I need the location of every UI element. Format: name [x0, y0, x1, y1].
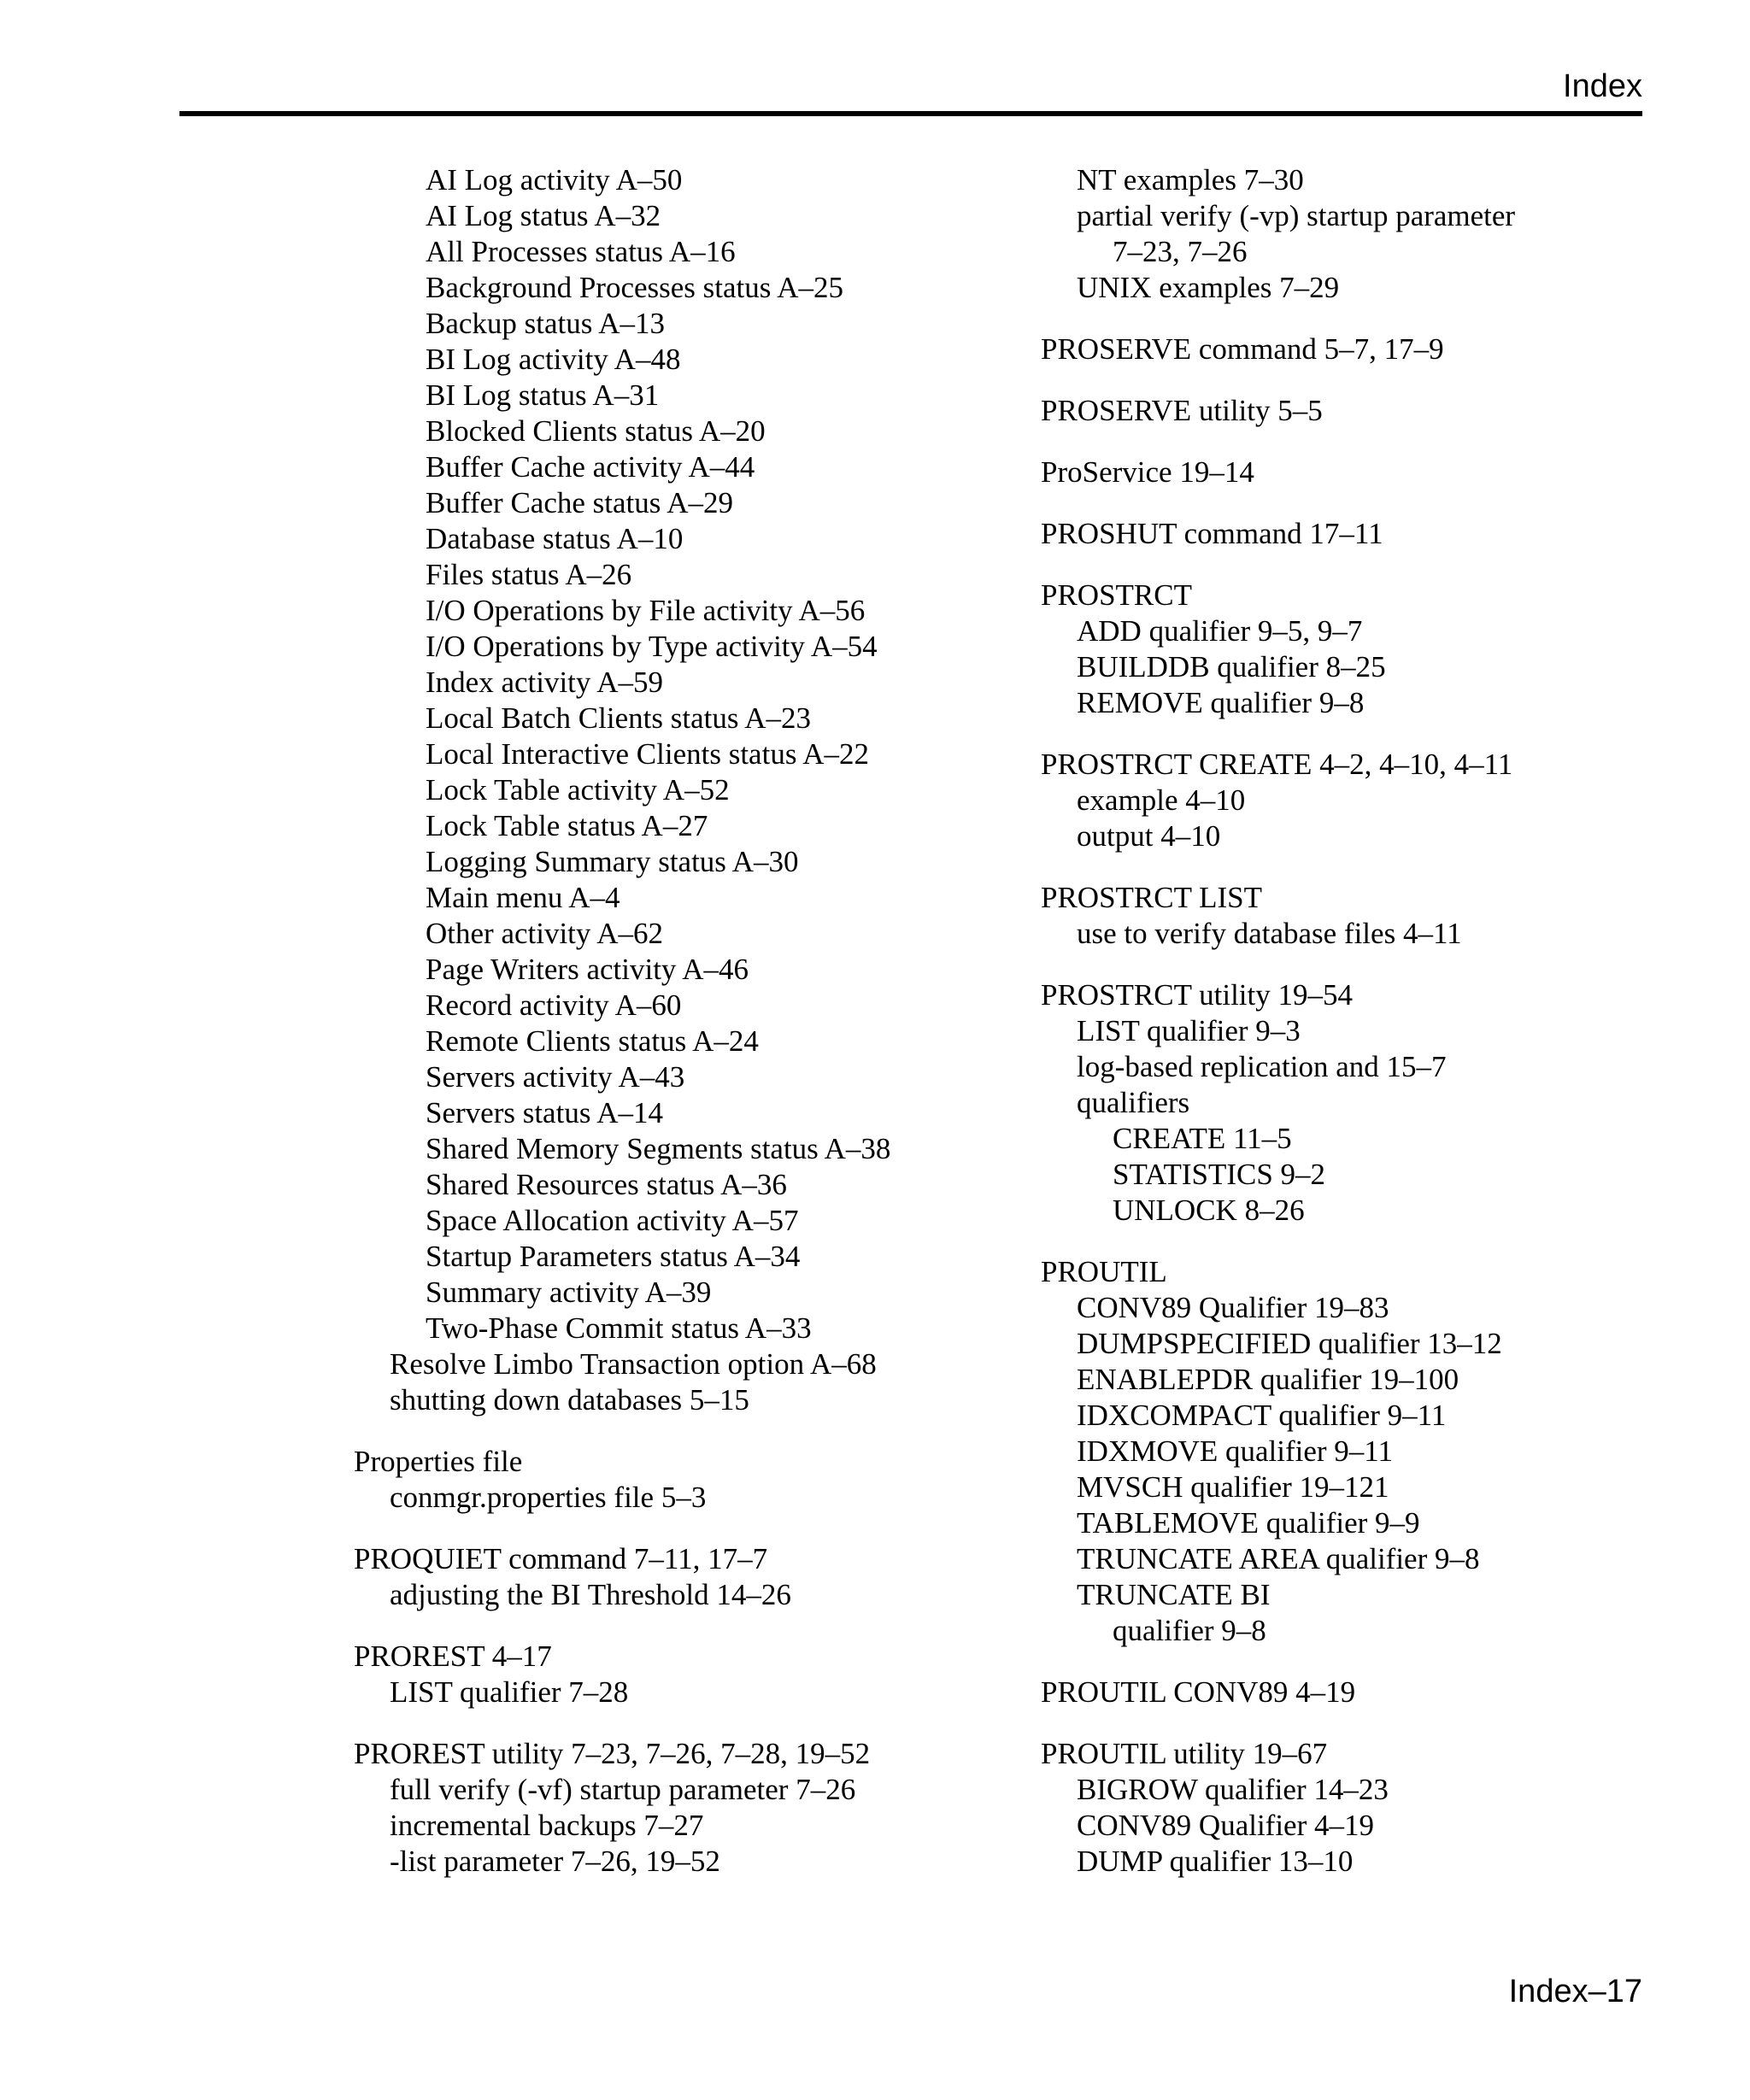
- index-entry: Other activity A–62: [426, 917, 664, 950]
- index-entry: 7–23, 7–26: [1113, 235, 1248, 268]
- index-entry: LIST qualifier 9–3: [1077, 1014, 1301, 1047]
- index-entry: AI Log status A–32: [426, 199, 661, 232]
- index-entry: full verify (-vf) startup parameter 7–26: [390, 1773, 856, 1806]
- index-entry: MVSCH qualifier 19–121: [1077, 1470, 1389, 1504]
- index-entry: PROSERVE command 5–7, 17–9: [1041, 332, 1444, 366]
- index-entry: PROSTRCT CREATE 4–2, 4–10, 4–11: [1041, 748, 1513, 781]
- index-entry: PROREST 4–17: [354, 1640, 552, 1673]
- index-entry: IDXMOVE qualifier 9–11: [1077, 1434, 1394, 1468]
- index-entry: conmgr.properties file 5–3: [390, 1481, 707, 1514]
- index-column-left: [354, 162, 1003, 1880]
- index-entry: Summary activity A–39: [426, 1276, 712, 1309]
- index-entry: use to verify database files 4–11: [1077, 917, 1462, 950]
- index-entry: PROQUIET command 7–11, 17–7: [354, 1542, 768, 1575]
- index-entry: qualifiers: [1077, 1086, 1190, 1119]
- index-entry: Space Allocation activity A–57: [426, 1204, 799, 1237]
- index-entry: PROREST utility 7–23, 7–26, 7–28, 19–52: [354, 1737, 871, 1770]
- index-entry: -list parameter 7–26, 19–52: [390, 1845, 720, 1878]
- header-rule: [179, 111, 1642, 116]
- index-entry: Record activity A–60: [426, 988, 682, 1022]
- running-header: Index: [1563, 68, 1642, 104]
- index-entry: Page Writers activity A–46: [426, 953, 749, 986]
- index-entry: adjusting the BI Threshold 14–26: [390, 1578, 791, 1611]
- index-entry: AI Log activity A–50: [426, 163, 683, 197]
- index-entry: Main menu A–4: [426, 881, 620, 914]
- index-entry: partial verify (-vp) startup parameter: [1077, 199, 1516, 232]
- index-entry: ENABLEPDR qualifier 19–100: [1077, 1363, 1459, 1396]
- index-entry: PROSERVE utility 5–5: [1041, 394, 1323, 427]
- index-entry: Backup status A–13: [426, 307, 665, 340]
- index-entry: Lock Table status A–27: [426, 809, 708, 842]
- index-entry: I/O Operations by Type activity A–54: [426, 630, 878, 663]
- index-entry: CONV89 Qualifier 19–83: [1077, 1291, 1389, 1324]
- index-entry: BIGROW qualifier 14–23: [1077, 1773, 1389, 1806]
- index-entry: DUMPSPECIFIED qualifier 13–12: [1077, 1327, 1502, 1360]
- index-entry: REMOVE qualifier 9–8: [1077, 686, 1365, 719]
- index-entry: I/O Operations by File activity A–56: [426, 594, 866, 627]
- index-entry: BI Log activity A–48: [426, 343, 681, 376]
- index-entry: STATISTICS 9–2: [1113, 1158, 1326, 1191]
- index-entry: Index activity A–59: [426, 666, 664, 699]
- index-column-right: [1041, 162, 1665, 1880]
- index-entry: Buffer Cache status A–29: [426, 486, 733, 519]
- index-entry: ADD qualifier 9–5, 9–7: [1077, 614, 1363, 648]
- index-entry: output 4–10: [1077, 819, 1221, 853]
- index-entry: PROUTIL utility 19–67: [1041, 1737, 1328, 1770]
- index-entry: NT examples 7–30: [1077, 163, 1304, 197]
- index-entry: qualifier 9–8: [1113, 1614, 1266, 1647]
- index-entry: Resolve Limbo Transaction option A–68: [390, 1347, 877, 1381]
- index-entry: UNLOCK 8–26: [1113, 1194, 1305, 1227]
- index-entry: Database status A–10: [426, 522, 684, 555]
- index-entry: TRUNCATE AREA qualifier 9–8: [1077, 1542, 1480, 1575]
- index-entry: PROUTIL: [1041, 1255, 1167, 1288]
- index-entry: incremental backups 7–27: [390, 1809, 704, 1842]
- index-entry: CREATE 11–5: [1113, 1122, 1292, 1155]
- index-entry: Servers activity A–43: [426, 1060, 685, 1094]
- index-entry: Startup Parameters status A–34: [426, 1240, 801, 1273]
- index-entry: Servers status A–14: [426, 1096, 664, 1129]
- index-entry: PROSTRCT: [1041, 578, 1192, 612]
- index-entry: Background Processes status A–25: [426, 271, 843, 304]
- index-entry: Remote Clients status A–24: [426, 1024, 759, 1058]
- index-entry: TRUNCATE BI: [1077, 1578, 1271, 1611]
- index-entry: PROSTRCT LIST: [1041, 881, 1262, 914]
- index-entry: BI Log status A–31: [426, 378, 660, 412]
- index-entry: IDXCOMPACT qualifier 9–11: [1077, 1399, 1447, 1432]
- index-entry: LIST qualifier 7–28: [390, 1675, 629, 1709]
- page-number: Index–17: [1508, 1974, 1642, 2009]
- index-entry: Logging Summary status A–30: [426, 845, 799, 878]
- index-entry: ProService 19–14: [1041, 455, 1254, 489]
- index-entry: example 4–10: [1077, 783, 1246, 817]
- index-entry: Lock Table activity A–52: [426, 773, 730, 807]
- index-entry: UNIX examples 7–29: [1077, 271, 1340, 304]
- index-entry: PROSHUT command 17–11: [1041, 517, 1383, 550]
- index-entry: Blocked Clients status A–20: [426, 414, 766, 448]
- index-entry: CONV89 Qualifier 4–19: [1077, 1809, 1375, 1842]
- index-entry: Local Batch Clients status A–23: [426, 701, 812, 735]
- index-entry: Two-Phase Commit status A–33: [426, 1311, 812, 1345]
- index-entry: Shared Resources status A–36: [426, 1168, 787, 1201]
- index-entry: DUMP qualifier 13–10: [1077, 1845, 1354, 1878]
- index-entry: Properties file: [354, 1445, 523, 1478]
- index-entry: log-based replication and 15–7: [1077, 1050, 1447, 1083]
- index-entry: Shared Memory Segments status A–38: [426, 1132, 891, 1165]
- index-entry: shutting down databases 5–15: [390, 1383, 749, 1417]
- index-entry: BUILDDB qualifier 8–25: [1077, 650, 1386, 683]
- index-entry: TABLEMOVE qualifier 9–9: [1077, 1506, 1420, 1540]
- index-entry: Files status A–26: [426, 558, 632, 591]
- index-entry: Local Interactive Clients status A–22: [426, 737, 870, 771]
- index-entry: PROUTIL CONV89 4–19: [1041, 1675, 1356, 1709]
- index-entry: Buffer Cache activity A–44: [426, 450, 755, 484]
- index-entry: All Processes status A–16: [426, 235, 736, 268]
- index-entry: PROSTRCT utility 19–54: [1041, 978, 1353, 1012]
